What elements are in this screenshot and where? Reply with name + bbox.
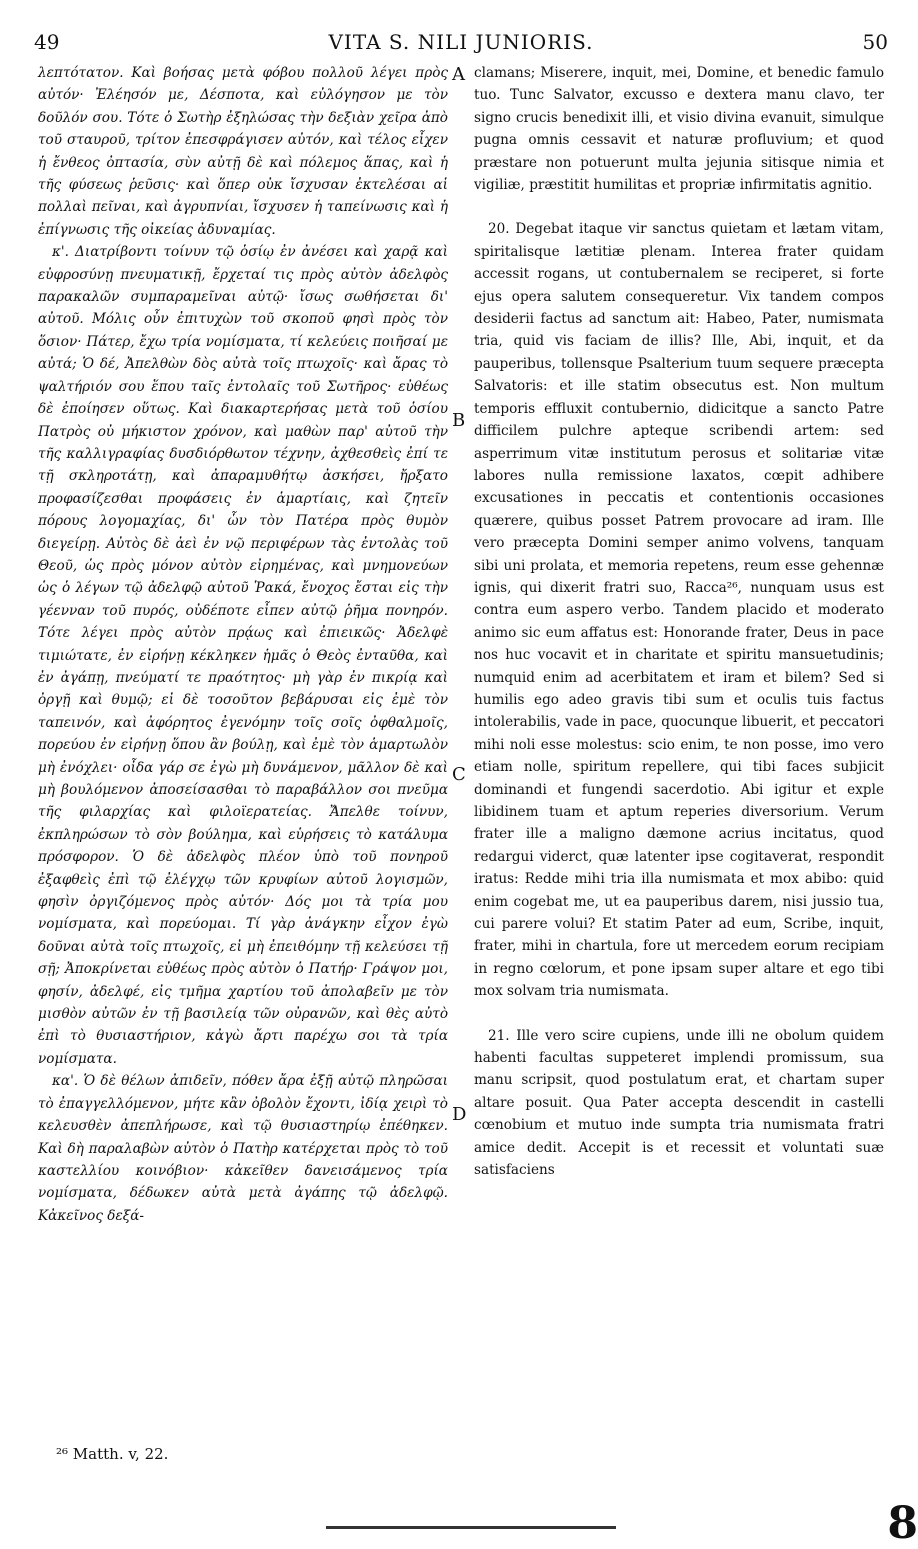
latin-paragraph: 20. Degebat itaque vir sanctus quietam et lætam vitam, spiritalisque lætitiæ plenam. Interea frater quidam accessit rogans, ut contubernalem se reciperet, si forte ejus opera salutem consequeretur. Vix tandem compos desiderii factus ad sanctum ait: Habeo, Pater, numismata tria, quid vis faciam de illis? Ille, Abi, inquit, et da pauperibus, tollensque Psalterium tuum sequere præcepta Salvatoris: et ille statim obsecutus est. Non multum temporis effluxit contubernio, didicitque a sancto Patre difficilem pulchre apteque scribendi artem: sed asperrimum vitæ institutum perosus et solitariæ vitæ labores nulla remissione laxatos, cœpit adhibere excusationes in peccatis et contentionis occasiones quærere, quibus posset Patrem provocare ad iram. Ille vero præcepta Domini semper animo volvens, tanquam sibi uni prolata, et memoria repetens, reum esse gehennæ ignis, qui dixerit fratri suo, Racca²⁶, nunquam usus est contra eum aspero verbo. Tandem placido et moderato animo sic eum affatus est: Honorande frater, Deus in pace nos huc vocavit et in charitate et spiritu mansuetudinis; numquid enim ad acerbitatem et iram et bilem? Sed si humilis ego adeo gravis tibi sum et oculis tuis factus intolerabilis, vade in pace, quocunque libuerit, et peccatori mihi noli esse molestus: scio enim, te non posse, imo vero etiam nolle, spiritum repellere, qui tibi faces subjicit dominandi et fungendi sacerdotio. Abi igitur et exple libidinem tuam et aptum reperies diversorium. Verum frater ille a maligno dæmone acrius incitatus, quod redargui viderct, quæ latenter ipse cogitaverat, respondit iratus: Redde mihi tria illa numismata et mox abibo: quid enim cogebat me, ut ea pauperibus darem, nisi jussio tua, cui parere volui? Et statim Pater ad eum, Scribe, inquit, frater, mihi in chartula, fore ut mercedem eorum recipiam in regno cœlorum, et pone ipsam super altare et ego tibi mox solvam tria numismata.	[474, 221, 884, 1000]
footnote: ²⁶ Matth. v, 22.	[56, 1445, 169, 1463]
margin-letter-b: B	[452, 410, 466, 431]
greek-column	[38, 62, 448, 1227]
margin-letter-c: C	[452, 764, 466, 785]
margin-letter-d: D	[452, 1104, 467, 1125]
signature-mark: 8	[887, 1498, 918, 1549]
latin-paragraph: 21. Ille vero scire cupiens, unde illi ne obolum quidem habenti facultas suppeteret implendi promissum, sua manu scripsit, quod postulatum erat, et chartam super altare posuit. Qua Pater accepta descendit in castelli cœnobium et mutuo inde sumpta tria numismata fratri amice dedit. Accepit is et recessit et voluntati suæ satisfaciens	[474, 1027, 884, 1179]
footer-rule	[326, 1526, 616, 1533]
running-title: VITA S. NILI JUNIORIS.	[328, 30, 594, 54]
latin-column	[474, 62, 884, 1182]
page-number-left: 49	[34, 30, 60, 54]
greek-paragraph: λεπτότατον. Καὶ βοήσας μετὰ φόβου πολλοῦ λέγει πρὸς αὐτόν· Ἐλέησόν με, Δέσποτα, καὶ εὐλόγησον με τὸν δοῦλόν σου. Τότε ὁ Σωτὴρ ἐξηλώσας τὴν δεξιὰν χεῖρα ἀπὸ τοῦ σταυροῦ, τρίτον ἐπεσφράγισεν αὐτόν, καὶ τέλος εἶχεν ἡ ἔνθεος ὀπτασία, σὺν αὐτῇ δὲ καὶ πόλεμος ἅπας, καὶ ἡ τῆς φύσεως ῥεῦσις· καὶ ὅπερ οὐκ ἴσχυσαν ἐκτελέσαι αἱ πολλαὶ πεῖναι, καὶ ἀγρυπνίαι, ἴσχυσεν ἡ ταπείνωσις καὶ ἡ ἐπίγνωσις τῆς οἰκείας ἀδυναμίας.	[38, 65, 448, 238]
running-header	[34, 30, 888, 56]
page-number-right: 50	[862, 30, 888, 54]
latin-paragraph: clamans; Miserere, inquit, mei, Domine, et benedic famulo tuo. Tunc Salvator, excusso e dextera manu clavo, ter signo crucis benedixit illi, et visio divina evanuit, simulque pugna omnis cessavit et naturæ profluvium; et quod præstare non potuerunt multa jejunia sitisque nimia et vigiliæ, præstitit humilitas et propriæ infirmitatis agnitio.	[474, 65, 884, 194]
margin-letter-a: A	[452, 64, 465, 85]
greek-paragraph: κα'. Ὁ δὲ θέλων ἀπιδεῖν, πόθεν ἄρα ἐξῇ αὐτῷ πληρῶσαι τὸ ἐπαγγελλόμενον, μήτε κἂν ὀβολὸν ἔχοντι, ἰδίᾳ χειρὶ τὸ κελευσθὲν ἀπεπλήρωσε, καὶ τῷ θυσιαστηρίῳ ἐπέθηκεν. Καὶ δὴ παραλαβὼν αὐτὸν ὁ Πατὴρ κατέρχεται πρὸς τὸ τοῦ καστελλίου κοινόβιον· κἀκεῖθεν δανεισάμενος τρία νομίσματα, δέδωκεν αὐτὰ μετὰ ἀγάπης τῷ ἀδελφῷ. Κἀκεῖνος δεξά-	[38, 1073, 448, 1224]
greek-paragraph: κ'. Διατρίβοντι τοίνυν τῷ ὁσίῳ ἐν ἀνέσει καὶ χαρᾷ καὶ εὐφροσύνῃ πνευματικῇ, ἔρχεταί τις πρὸς αὐτὸν ἀδελφὸς παρακαλῶν συμπαραμεῖναι αὐτῷ· ἴσως σωθήσεται δι' αὐτοῦ. Μόλις οὖν ἐπιτυχὼν τοῦ σκοποῦ φησὶ πρὸς τὸν ὅσιον· Πάτερ, ἔχω τρία νομίσματα, τί κελεύεις ποιῆσαί με αὐτά; Ὁ δέ, Ἀπελθὼν δὸς αὐτὰ τοῖς πτωχοῖς· καὶ ἄρας τὸ ψαλτήριόν σου ἕπου ταῖς ἐντολαῖς τοῦ Σωτῆρος· εὐθέως δὲ ἐποίησεν οὕτως. Καὶ διακαρτερήσας μετὰ τοῦ ὁσίου Πατρὸς οὐ μήκιστον χρόνον, καὶ μαθὼν παρ' αὐτοῦ τὴν τῆς καλλιγραφίας δυσδιόρθωτον τέχνην, ἀχθεσθεὶς ἐπί τε τῇ σκληροτάτῃ, καὶ ἀπαραμυθήτῳ ἀσκήσει, ἤρξατο προφασίζεσθαι προφάσεις ἐν ἁμαρτίαις, καὶ ζητεῖν πόρους λογομαχίας, δι' ὧν τὸν Πατέρα πρὸς θυμὸν διεγείρῃ. Αὐτὸς δὲ ἀεὶ ἐν νῷ περιφέρων τὰς ἐντολὰς τοῦ Θεοῦ, ὡς πρὸς μόνον αὐτὸν εἰρημένας, καὶ μνημονεύων ὡς ὁ λέγων τῷ ἀδελφῷ αὐτοῦ Ῥακά, ἔνοχος ἔσται εἰς τὴν γέενναν τοῦ πυρός, οὐδέποτε εἶπεν αὐτῷ ῥῆμα πονηρόν. Τότε λέγει πρὸς αὐτὸν πρᾴως καὶ ἐπιεικῶς· Ἀδελφὲ τιμιώτατε, ἐν εἰρήνῃ κέκληκεν ἡμᾶς ὁ Θεὸς ἐνταῦθα, καὶ ἐν ἀγάπῃ, πνεύματί τε πραότητος· μὴ γὰρ ἐν πικρίᾳ καὶ ὀργῇ καὶ θυμῷ; εἰ δὲ τοσοῦτον βεβάρυσαι εἰς ἐμὲ τὸν ταπεινόν, καὶ ἀφόρητος ἐγενόμην τοῖς σοῖς ὀφθαλμοῖς, πορεύου ἐν εἰρήνῃ ὅπου ἂν βούλῃ, καὶ ἐμὲ τὸν ἁμαρτωλὸν μὴ ἐνόχλει· οἶδα γάρ σε ἐγὼ μὴ δυνάμενον, μᾶλλον δὲ καὶ μὴ βουλόμενον ἀποσείσασθαι τὸ παραβάλλον σοι πνεῦμα τῆς φιλαρχίας καὶ φιλοϊερατείας. Ἄπελθε τοίνυν, ἐκπληρώσων τὸ σὸν βούλημα, καὶ εὑρήσεις τὸ κατάλυμα πρόσφορον. Ὁ δὲ ἀδελφὸς πλέον ὑπὸ τοῦ πονηροῦ ἐξαφθεὶς ἐπὶ τῷ ἐλέγχῳ τῶν κρυφίων αὐτοῦ λογισμῶν, φησὶν ὀργιζόμενος πρὸς αὐτόν· Δός μοι τὰ τρία μου νομίσματα, καὶ πορεύομαι. Τί γὰρ ἀνάγκην εἶχον ἐγὼ δοῦναι αὐτὰ τοῖς πτωχοῖς, εἰ μὴ ἐπειθόμην τῇ κελεύσει τῇ σῇ; Ἀποκρίνεται εὐθέως πρὸς αὐτὸν ὁ Πατήρ· Γράψον μοι, φησίν, ἀδελφέ, εἰς τμῆμα χαρτίου τοῦ ἀπολαβεῖν με τὸν μισθὸν αὐτῶν ἐν τῇ βασιλείᾳ τῶν οὐρανῶν, καὶ θὲς αὐτὸ ἐπὶ τὸ θυσιαστήριον, κἀγὼ ἄρτι παρέχω σοι τὰ τρία νομίσματα.	[38, 244, 448, 1067]
